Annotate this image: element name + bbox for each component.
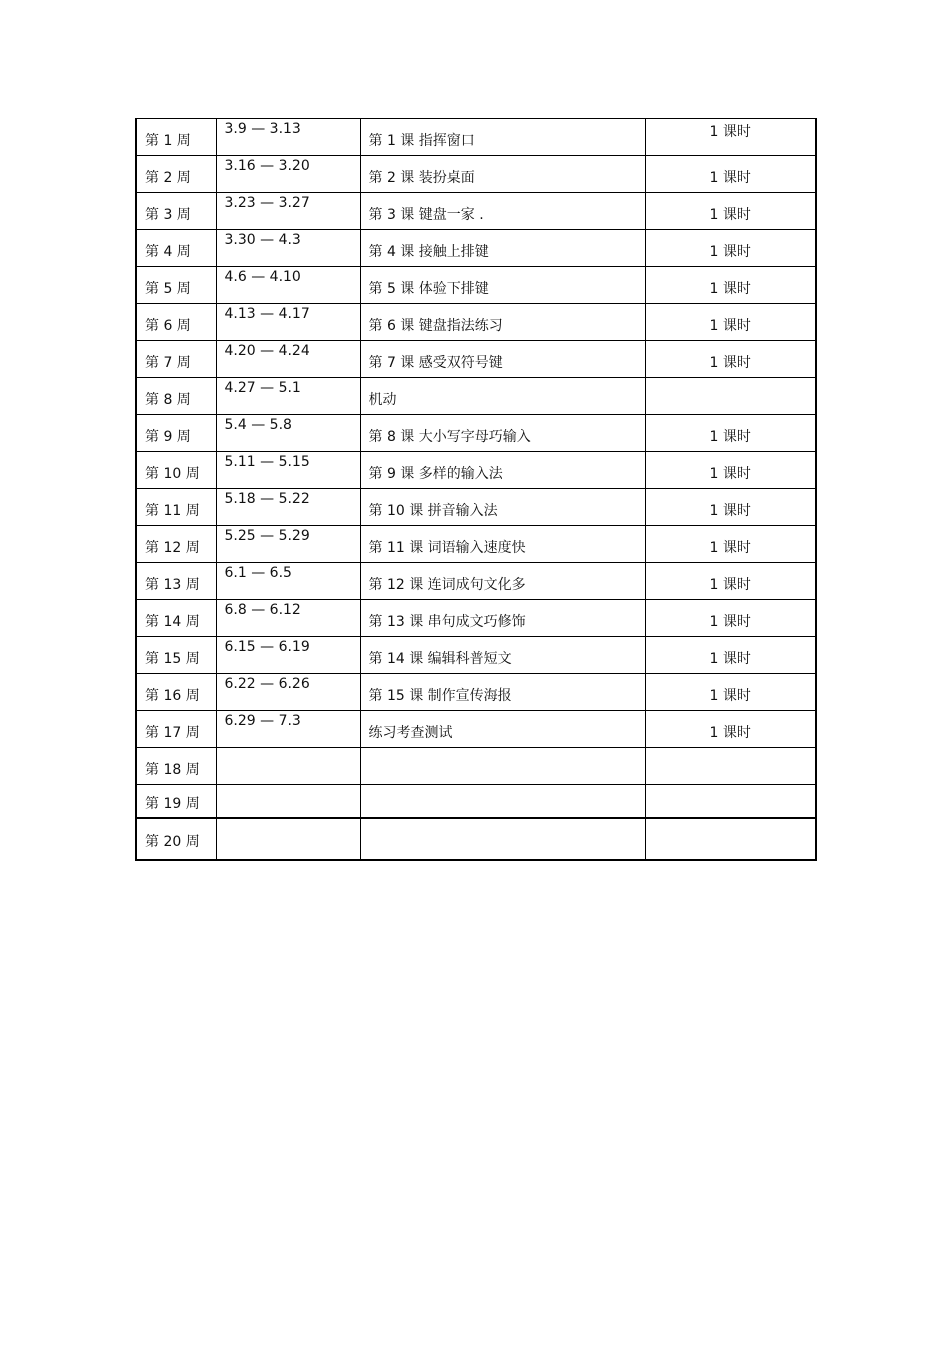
date-range-cell	[216, 785, 360, 818]
table-row	[136, 193, 816, 230]
date-range-cell: 5.11 — 5.15	[216, 452, 360, 489]
class-hours-cell: 1 课时	[645, 156, 816, 193]
lesson-cell: 第 10 课 拼音输入法	[360, 489, 645, 526]
lesson-cell: 第 9 课 多样的输入法	[360, 452, 645, 489]
week-cell: 第 2 周	[136, 156, 216, 193]
date-range-cell: 4.27 — 5.1	[216, 378, 360, 415]
date-range-cell: 6.8 — 6.12	[216, 600, 360, 637]
date-range-cell: 4.13 — 4.17	[216, 304, 360, 341]
lesson-cell: 第 15 课 制作宣传海报	[360, 674, 645, 711]
week-cell: 第 1 周	[136, 119, 216, 156]
table-row	[136, 119, 816, 156]
table-row	[136, 600, 816, 637]
table-row	[136, 526, 816, 563]
class-hours-cell: 1 课时	[645, 526, 816, 563]
date-range-cell: 4.20 — 4.24	[216, 341, 360, 378]
date-range-cell: 3.23 — 3.27	[216, 193, 360, 230]
week-cell: 第 10 周	[136, 452, 216, 489]
date-range-cell: 5.25 — 5.29	[216, 526, 360, 563]
table-row	[136, 304, 816, 341]
class-hours-cell: 1 课时	[645, 674, 816, 711]
week-cell: 第 11 周	[136, 489, 216, 526]
week-cell: 第 8 周	[136, 378, 216, 415]
class-hours-cell: 1 课时	[645, 600, 816, 637]
class-hours-cell	[645, 785, 816, 818]
date-range-cell: 6.15 — 6.19	[216, 637, 360, 674]
week-cell: 第 12 周	[136, 526, 216, 563]
table-row	[136, 452, 816, 489]
week-cell: 第 7 周	[136, 341, 216, 378]
date-range-cell: 5.4 — 5.8	[216, 415, 360, 452]
week-cell: 第 20 周	[136, 818, 216, 860]
class-hours-cell: 1 课时	[645, 230, 816, 267]
class-hours-cell	[645, 378, 816, 415]
week-cell: 第 19 周	[136, 785, 216, 818]
class-hours-cell: 1 课时	[645, 637, 816, 674]
lesson-cell: 第 5 课 体验下排键	[360, 267, 645, 304]
table-row	[136, 748, 816, 785]
lesson-cell: 第 13 课 串句成文巧修饰	[360, 600, 645, 637]
class-hours-cell: 1 课时	[645, 341, 816, 378]
week-cell: 第 14 周	[136, 600, 216, 637]
lesson-cell: 第 2 课 装扮桌面	[360, 156, 645, 193]
lesson-cell: 第 12 课 连词成句文化多	[360, 563, 645, 600]
lesson-cell: 第 8 课 大小写字母巧输入	[360, 415, 645, 452]
table-row	[136, 818, 816, 860]
date-range-cell: 5.18 — 5.22	[216, 489, 360, 526]
table-row	[136, 489, 816, 526]
date-range-cell: 3.16 — 3.20	[216, 156, 360, 193]
table-row	[136, 711, 816, 748]
week-cell: 第 9 周	[136, 415, 216, 452]
table-row	[136, 230, 816, 267]
table-row	[136, 674, 816, 711]
lesson-cell: 第 14 课 编辑科普短文	[360, 637, 645, 674]
lesson-cell: 机动	[360, 378, 645, 415]
date-range-cell: 6.29 — 7.3	[216, 711, 360, 748]
table-row	[136, 156, 816, 193]
class-hours-cell: 1 课时	[645, 415, 816, 452]
date-range-cell	[216, 818, 360, 860]
week-cell: 第 15 周	[136, 637, 216, 674]
table-row	[136, 415, 816, 452]
lesson-cell: 第 3 课 键盘一家 .	[360, 193, 645, 230]
class-hours-cell: 1 课时	[645, 489, 816, 526]
week-cell: 第 6 周	[136, 304, 216, 341]
lesson-cell: 第 11 课 词语输入速度快	[360, 526, 645, 563]
lesson-cell	[360, 818, 645, 860]
class-hours-cell: 1 课时	[645, 452, 816, 489]
lesson-cell: 第 7 课 感受双符号键	[360, 341, 645, 378]
class-hours-cell: 1 课时	[645, 119, 816, 156]
lesson-cell: 第 1 课 指挥窗口	[360, 119, 645, 156]
date-range-cell: 3.30 — 4.3	[216, 230, 360, 267]
date-range-cell: 4.6 — 4.10	[216, 267, 360, 304]
class-hours-cell: 1 课时	[645, 711, 816, 748]
lesson-cell: 第 4 课 接触上排键	[360, 230, 645, 267]
lesson-cell: 第 6 课 键盘指法练习	[360, 304, 645, 341]
class-hours-cell: 1 课时	[645, 304, 816, 341]
week-cell: 第 16 周	[136, 674, 216, 711]
table-row	[136, 341, 816, 378]
date-range-cell	[216, 748, 360, 785]
class-hours-cell: 1 课时	[645, 193, 816, 230]
class-hours-cell: 1 课时	[645, 563, 816, 600]
lesson-cell	[360, 785, 645, 818]
date-range-cell: 6.22 — 6.26	[216, 674, 360, 711]
week-cell: 第 18 周	[136, 748, 216, 785]
table-row	[136, 637, 816, 674]
class-hours-cell	[645, 748, 816, 785]
table-row	[136, 378, 816, 415]
teaching-schedule-table	[135, 118, 817, 861]
week-cell: 第 3 周	[136, 193, 216, 230]
table-row	[136, 785, 816, 818]
week-cell: 第 4 周	[136, 230, 216, 267]
class-hours-cell	[645, 818, 816, 860]
date-range-cell: 3.9 — 3.13	[216, 119, 360, 156]
date-range-cell: 6.1 — 6.5	[216, 563, 360, 600]
lesson-cell	[360, 748, 645, 785]
class-hours-cell: 1 课时	[645, 267, 816, 304]
table-row	[136, 563, 816, 600]
week-cell: 第 17 周	[136, 711, 216, 748]
week-cell: 第 5 周	[136, 267, 216, 304]
week-cell: 第 13 周	[136, 563, 216, 600]
table-row	[136, 267, 816, 304]
lesson-cell: 练习考查测试	[360, 711, 645, 748]
